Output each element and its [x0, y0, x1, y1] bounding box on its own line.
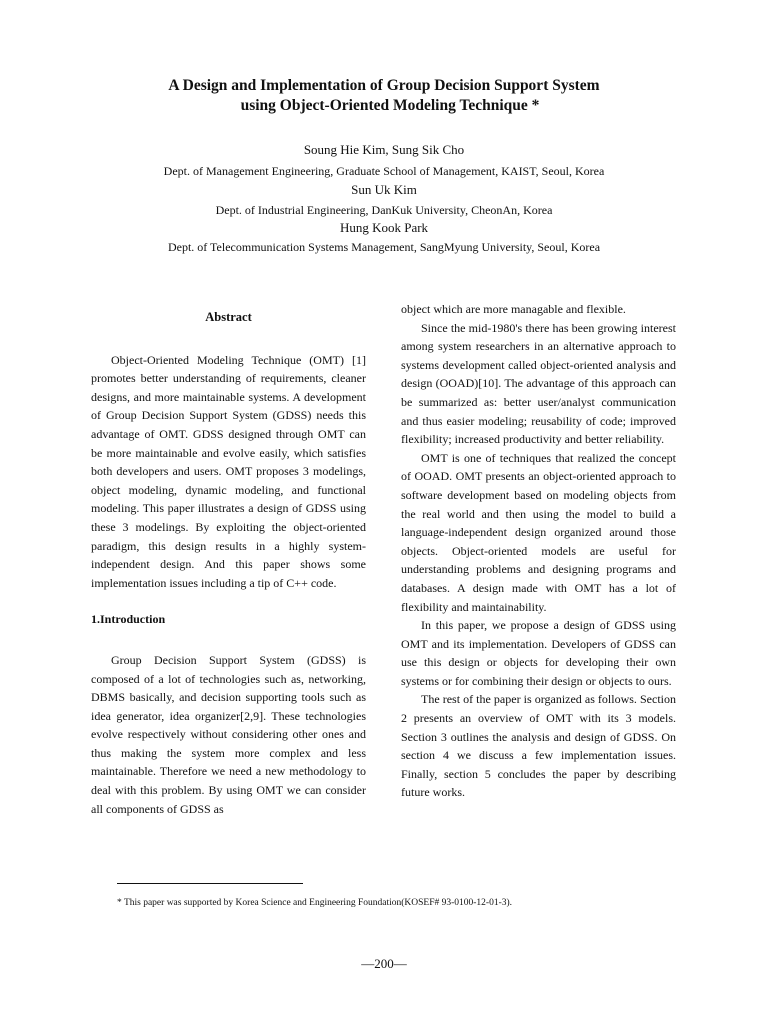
abstract-text: Object-Oriented Modeling Technique (OMT) [1] promotes better understanding of requirements, cleaner designs, and more maintainable systems. A development of Group Decision Support System (GDSS) needs this advantage of OMT. GDSS designed through OMT can be more maintainable and evolve easily, which satisfies both developers and users. OMT proposes 3 modelings, object modeling, dynamic modeling, and functional modeling. This paper illustrates a design of GDSS using these 3 modelings. By exploiting the object-oriented paradigm, this design results in a highly system-independent design. And this paper shows some implementation issues including a tip of C++ code.: [91, 352, 366, 590]
affiliation-2: Dept. of Industrial Engineering, DanKuk University, CheonAn, Korea: [215, 203, 553, 217]
introduction-paragraph-1: Group Decision Support System (GDSS) is composed of a lot of technologies such as, networking, DBMS basically, and decision supporting tools such as idea generator, idea organizer[2,9]. These technologies evolve respectively without considering other ones and thus making the system more complex and less maintainable. Therefore we need a new methodology to deal with this problem. By using OMT we can consider all components of GDSS as: [91, 652, 366, 816]
right-paragraph-4: The rest of the paper is organized as follows. Section 2 presents an overview of OMT with its 3 models. Section 3 outlines the analysis and design of GDSS. On section 4 we discuss a few implementation issues. Finally, section 5 concludes the paper by describing future works.: [401, 692, 676, 800]
affiliation-3: Dept. of Telecommunication Systems Management, SangMyung University, Seoul, Korea: [167, 240, 601, 254]
author-name-2: Sun Uk Kim: [351, 182, 417, 197]
footnote-divider: [117, 883, 303, 884]
author-names-1: Soung Hie Kim, Sung Sik Cho: [303, 142, 465, 157]
right-paragraph-3: In this paper, we propose a design of GDSS using OMT and its implementation. Developers of GDSS can use this design or objects for developing their own systems or for combining their design or objects to ours.: [401, 618, 676, 688]
left-column: [91, 300, 366, 818]
paper-title-line-2: using Object-Oriented Modeling Technique *: [240, 97, 540, 114]
abstract-heading: Abstract: [205, 310, 252, 324]
paper-title-line-1: A Design and Implementation of Group Decision Support System: [168, 77, 600, 94]
right-paragraph-0: object which are more managable and flexible.: [401, 302, 626, 316]
affiliation-1: Dept. of Management Engineering, Graduate School of Management, KAIST, Seoul, Korea: [163, 164, 605, 178]
author-name-3: Hung Kook Park: [339, 220, 429, 235]
right-paragraph-1: Since the mid-1980's there has been growing interest among system researchers in an alternative approach to systems development called object-oriented analysis and design (OOAD)[10]. The advantage of this approach can be summarized as: better user/analyst communication and thus easier modeling; reusability of code; improved flexibility; increased productivity and better reliability.: [401, 320, 676, 447]
page-number: —200—: [361, 956, 407, 971]
introduction-heading: 1.Introduction: [91, 612, 166, 627]
right-paragraph-2: OMT is one of techniques that realized the concept of OOAD. OMT presents an object-oriented approach to software development based on modeling objects from the real world and then using the model to build a language-independent design organized around those objects. Object-oriented models are useful for understanding problems and designing programs and databases. A design made with OMT has a lot of flexibility and maintainability.: [401, 450, 676, 614]
footnote: * This paper was supported by Korea Science and Engineering Foundation(KOSEF# 93-0100-12-01-3).: [117, 898, 513, 908]
right-column: [401, 300, 676, 802]
